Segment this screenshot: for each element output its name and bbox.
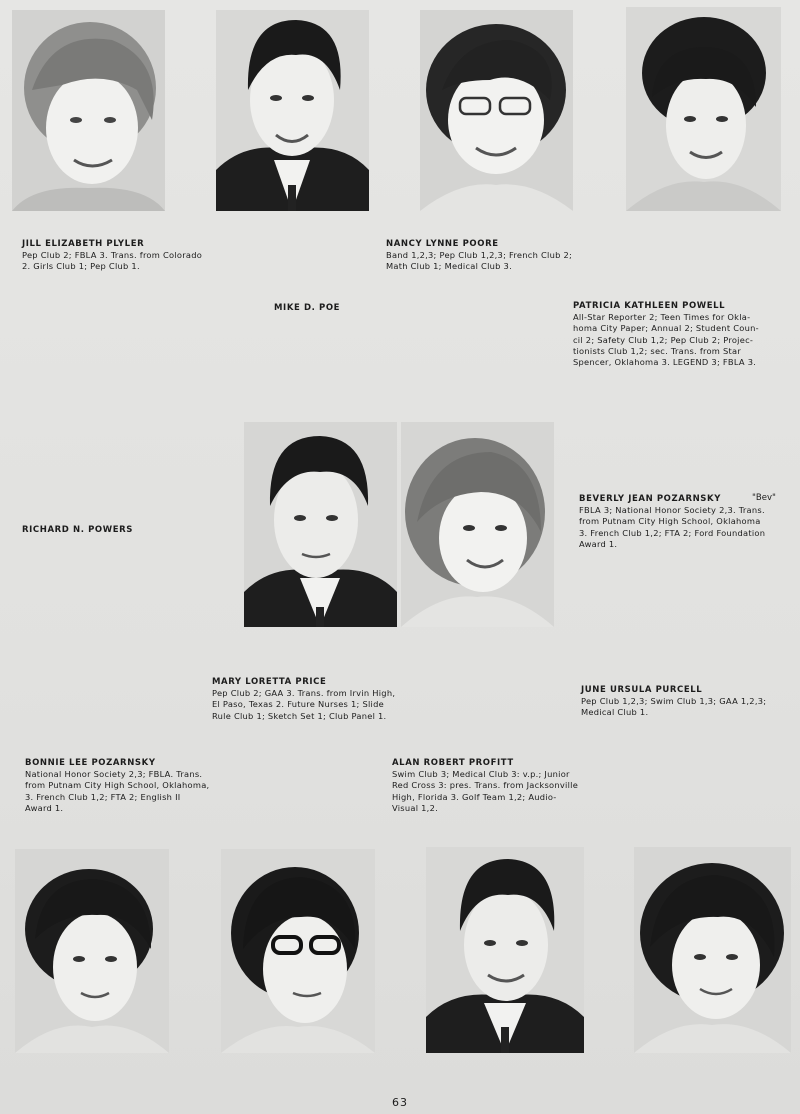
nickname-beverly-jean-pozarnsky: "Bev": [752, 493, 776, 503]
bio-line: Red Cross 3: pres. Trans. from Jacksonville: [392, 780, 579, 791]
name-beverly-jean-pozarnsky: BEVERLY JEAN POZARNSKY: [579, 494, 721, 504]
bio-line: Math Club 1; Medical Club 3.: [386, 261, 512, 272]
name-jill-elizabeth-plyler: JILL ELIZABETH PLYLER: [22, 239, 145, 249]
bio-line: Spencer, Oklahoma 3. LEGEND 3; FBLA 3.: [573, 357, 757, 368]
bio-line: tionists Club 1,2; sec. Trans. from Star: [573, 345, 742, 356]
bio-line: All-Star Reporter 2; Teen Times for Okla-: [573, 312, 751, 322]
page-number: 63: [392, 1096, 408, 1109]
bio-line: homa City Paper; Annual 2; Student Coun-: [573, 323, 759, 334]
bio-june-ursula-purcell: [581, 696, 766, 719]
name-patricia-kathleen-powell: PATRICIA KATHLEEN POWELL: [573, 301, 726, 311]
bio-line: Rule Club 1; Sketch Set 1; Club Panel 1.: [212, 710, 387, 721]
bio-line: Pep Club 2; FBLA 3. Trans. from Colorado: [22, 250, 203, 260]
bio-line: 2. Girls Club 1; Pep Club 1.: [22, 261, 140, 272]
photo-bonnie-lee-pozarnsky: [15, 849, 169, 1053]
bio-jill-elizabeth-plyler: [22, 250, 202, 273]
bio-line: 3. French Club 1,2; FTA 2; Ford Foundation: [579, 527, 766, 538]
bio-alan-robert-profitt: [392, 769, 578, 814]
bio-line: Visual 1,2.: [392, 802, 438, 813]
name-alan-robert-profitt: ALAN ROBERT PROFITT: [392, 758, 514, 768]
bio-line: Medical Club 1.: [581, 707, 649, 718]
name-mike-d-poe: MIKE D. POE: [274, 303, 341, 313]
bio-nancy-lynne-poore: [386, 250, 572, 273]
photo-june-ursula-purcell: [634, 847, 791, 1053]
bio-patricia-kathleen-powell: [573, 312, 759, 368]
bio-line: Band 1,2,3; Pep Club 1,2,3; French Club 2;: [386, 250, 573, 260]
photo-patricia-kathleen-powell: [626, 7, 781, 211]
bio-line: cil 2; Safety Club 1,2; Pep Club 2; Projec-: [573, 334, 754, 345]
bio-line: Award 1.: [579, 538, 618, 549]
name-nancy-lynne-poore: NANCY LYNNE POORE: [386, 239, 499, 249]
photo-nancy-lynne-poore: [420, 10, 573, 211]
bio-line: Pep Club 1,2,3; Swim Club 1,3; GAA 1,2,3;: [581, 696, 767, 706]
bio-line: High, Florida 3. Golf Team 1,2; Audio-: [392, 791, 557, 802]
photo-mary-loretta-price: [221, 849, 375, 1053]
name-june-ursula-purcell: JUNE URSULA PURCELL: [581, 685, 703, 695]
bio-line: Swim Club 3; Medical Club 3: v.p.; Junior: [392, 769, 570, 779]
name-bonnie-lee-pozarnsky: BONNIE LEE POZARNSKY: [25, 758, 156, 768]
photo-beverly-jean-pozarnsky: [401, 422, 554, 627]
bio-line: Pep Club 2; GAA 3. Trans. from Irvin High,: [212, 688, 396, 698]
bio-line: from Putnam City High School, Oklahoma: [579, 516, 761, 527]
bio-line: FBLA 3; National Honor Society 2,3. Trans.: [579, 505, 765, 515]
bio-line: Award 1.: [25, 802, 64, 813]
name-mary-loretta-price: MARY LORETTA PRICE: [212, 677, 327, 687]
bio-line: National Honor Society 2,3; FBLA. Trans.: [25, 769, 203, 779]
name-richard-n-powers: RICHARD N. POWERS: [22, 525, 134, 535]
photo-mike-d-poe: [216, 10, 369, 211]
bio-line: 3. French Club 1,2; FTA 2; English II: [25, 791, 181, 802]
bio-line: from Putnam City High School, Oklahoma,: [25, 780, 210, 791]
bio-line: El Paso, Texas 2. Future Nurses 1; Slide: [212, 699, 384, 710]
bio-mary-loretta-price: [212, 688, 395, 722]
photo-richard-n-powers: [244, 422, 397, 627]
photo-alan-robert-profitt: [426, 847, 584, 1053]
bio-bonnie-lee-pozarnsky: [25, 769, 209, 814]
bio-beverly-jean-pozarnsky: [579, 505, 765, 550]
photo-jill-elizabeth-plyler: [12, 10, 165, 211]
